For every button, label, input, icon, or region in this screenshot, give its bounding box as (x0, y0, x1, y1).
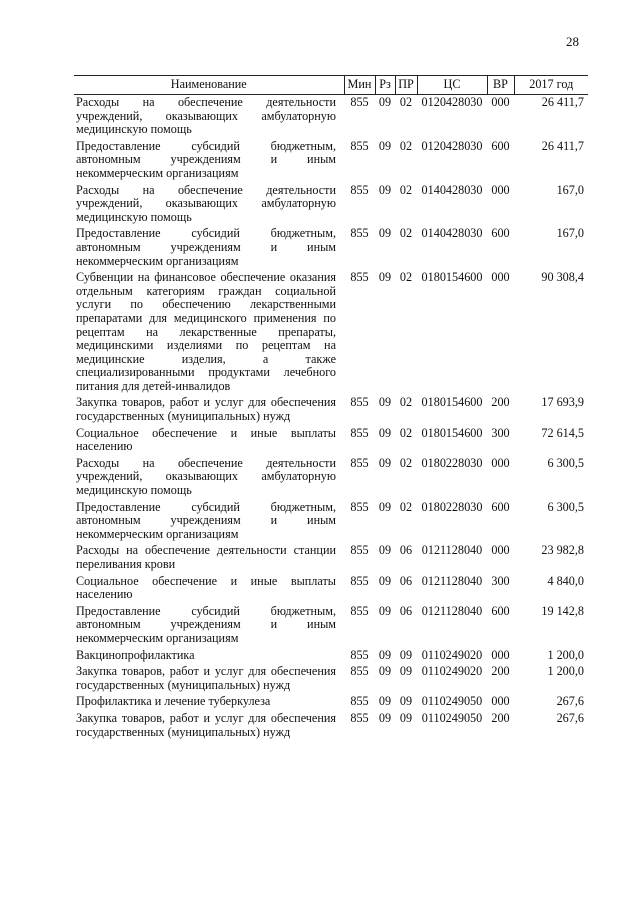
cell-cs: 0121128040 (421, 573, 483, 588)
cell-vr: 000 (491, 455, 510, 470)
cell-min: 855 (350, 138, 369, 153)
cell-cs: 0121128040 (421, 543, 483, 558)
cell-rz: 09 (378, 455, 392, 470)
table-row (74, 456, 588, 500)
cell-name: Закупка товаров, работ и услуг для обеспечения государственных (муниципальных) нужд (76, 395, 336, 424)
cell-name: Закупка товаров, работ и услуг для обеспечения государственных (муниципальных) нужд (76, 710, 336, 739)
cell-rz: 09 (378, 694, 392, 709)
table-row (74, 95, 588, 139)
cell-pr: 02 (399, 138, 413, 153)
cell-pr: 02 (399, 499, 413, 514)
cell-min: 855 (350, 425, 369, 440)
cell-rz: 09 (378, 499, 392, 514)
cell-pr: 02 (399, 95, 413, 109)
cell-pr: 02 (399, 182, 413, 197)
cell-vr: 600 (491, 603, 510, 618)
header-vr: ВР (487, 76, 514, 95)
cell-rz: 09 (378, 664, 392, 679)
cell-name: Предоставление субсидий бюджетным, автономным учреждениям и иным некоммерческим организациям (76, 138, 336, 180)
cell-cs: 0110249020 (421, 664, 483, 679)
cell-cs: 0120428030 (421, 138, 483, 153)
cell-amount: 17 693,9 (541, 395, 584, 410)
table-row (74, 183, 588, 227)
cell-rz: 09 (378, 425, 392, 440)
table-row (74, 543, 588, 573)
cell-pr: 02 (399, 226, 413, 241)
table-header (74, 76, 588, 95)
cell-vr: 200 (491, 395, 510, 410)
cell-pr: 09 (399, 647, 413, 662)
page-number: 28 (566, 34, 579, 49)
cell-pr: 02 (399, 395, 413, 410)
cell-cs: 0110249020 (421, 647, 483, 662)
table-row (74, 574, 588, 604)
cell-amount: 72 614,5 (541, 425, 584, 440)
cell-name: Социальное обеспечение и иные выплаты населению (76, 425, 336, 454)
cell-pr: 06 (399, 573, 413, 588)
table-row (74, 711, 588, 741)
cell-amount: 23 982,8 (541, 543, 584, 558)
header-year: 2017 год (514, 76, 588, 95)
table-row (74, 694, 588, 711)
cell-pr: 02 (399, 425, 413, 440)
cell-name: Закупка товаров, работ и услуг для обеспечения государственных (муниципальных) нужд (76, 664, 336, 692)
cell-vr: 000 (491, 647, 510, 662)
cell-cs: 0180154600 (421, 270, 483, 285)
cell-pr: 06 (399, 543, 413, 558)
cell-min: 855 (350, 270, 369, 285)
cell-min: 855 (350, 647, 369, 662)
cell-pr: 06 (399, 603, 413, 618)
cell-cs: 0180154600 (421, 395, 483, 410)
cell-min: 855 (350, 499, 369, 514)
header-pr: ПР (395, 76, 417, 95)
header-name: Наименование (74, 76, 344, 95)
cell-cs: 0110249050 (421, 694, 483, 709)
cell-cs: 0180228030 (421, 499, 483, 514)
cell-min: 855 (350, 455, 369, 470)
cell-vr: 200 (491, 664, 510, 679)
cell-rz: 09 (378, 543, 392, 558)
cell-vr: 600 (491, 499, 510, 514)
cell-min: 855 (350, 664, 369, 679)
cell-cs: 0120428030 (421, 95, 483, 109)
cell-amount: 1 200,0 (547, 647, 584, 662)
cell-min: 855 (350, 710, 369, 725)
table-row (74, 139, 588, 183)
cell-name: Профилактика и лечение туберкулеза (76, 694, 271, 709)
cell-amount: 4 840,0 (547, 573, 584, 588)
budget-table (74, 75, 588, 741)
cell-amount: 26 411,7 (541, 95, 584, 109)
cell-amount: 90 308,4 (541, 270, 584, 285)
cell-name: Вакцинопрофилактика (76, 647, 195, 662)
cell-amount: 26 411,7 (541, 138, 584, 153)
cell-cs: 0110249050 (421, 710, 483, 725)
cell-cs: 0121128040 (421, 603, 483, 618)
cell-name: Предоставление субсидий бюджетным, автономным учреждениям и иным некоммерческим организациям (76, 603, 336, 645)
cell-rz: 09 (378, 395, 392, 410)
cell-amount: 6 300,5 (547, 499, 584, 514)
cell-rz: 09 (378, 182, 392, 197)
cell-min: 855 (350, 694, 369, 709)
cell-amount: 167,0 (556, 182, 584, 197)
cell-rz: 09 (378, 573, 392, 588)
table-row (74, 604, 588, 648)
cell-min: 855 (350, 182, 369, 197)
cell-min: 855 (350, 603, 369, 618)
table-row (74, 395, 588, 425)
cell-name: Предоставление субсидий бюджетным, автономным учреждениям и иным некоммерческим организациям (76, 499, 336, 541)
cell-name: Субвенции на финансовое обеспечение оказания отдельным категориям граждан социальной услуги по обеспечению лекарственными препаратами для медицинского применения по рецептам на лекарственные препараты, медицинскими изделиями по рецептам на медицинские изделия, а также специализированными продуктами лечебного питания для детей-инвалидов (76, 270, 336, 393)
cell-cs: 0140428030 (421, 226, 483, 241)
cell-rz: 09 (378, 270, 392, 285)
cell-rz: 09 (378, 710, 392, 725)
header-cs: ЦС (417, 76, 487, 95)
cell-rz: 09 (378, 647, 392, 662)
table-row (74, 648, 588, 665)
cell-pr: 09 (399, 694, 413, 709)
table-row (74, 270, 588, 395)
cell-name: Предоставление субсидий бюджетным, автономным учреждениям и иным некоммерческим организациям (76, 226, 336, 268)
cell-rz: 09 (378, 226, 392, 241)
cell-amount: 19 142,8 (541, 603, 584, 618)
cell-vr: 000 (491, 182, 510, 197)
cell-pr: 09 (399, 664, 413, 679)
cell-cs: 0140428030 (421, 182, 483, 197)
cell-name: Социальное обеспечение и иные выплаты населению (76, 573, 336, 602)
cell-amount: 267,6 (556, 694, 584, 709)
cell-vr: 200 (491, 710, 510, 725)
cell-amount: 167,0 (556, 226, 584, 241)
cell-rz: 09 (378, 95, 392, 109)
cell-min: 855 (350, 543, 369, 558)
cell-vr: 600 (491, 226, 510, 241)
cell-rz: 09 (378, 138, 392, 153)
cell-vr: 000 (491, 270, 510, 285)
cell-vr: 600 (491, 138, 510, 153)
header-min: Мин (344, 76, 375, 95)
cell-name: Расходы на обеспечение деятельности учреждений, оказывающих амбулаторную медицинскую помощь (76, 95, 336, 137)
cell-rz: 09 (378, 603, 392, 618)
cell-min: 855 (350, 573, 369, 588)
cell-name: Расходы на обеспечение деятельности учреждений, оказывающих амбулаторную медицинскую помощь (76, 455, 336, 498)
table-row (74, 500, 588, 544)
cell-pr: 09 (399, 710, 413, 725)
cell-min: 855 (350, 226, 369, 241)
cell-pr: 02 (399, 270, 413, 285)
cell-amount: 267,6 (556, 710, 584, 725)
cell-amount: 1 200,0 (547, 664, 584, 679)
cell-min: 855 (350, 395, 369, 410)
cell-cs: 0180228030 (421, 455, 483, 470)
cell-amount: 6 300,5 (547, 455, 584, 470)
cell-min: 855 (350, 95, 369, 109)
table-row (74, 426, 588, 456)
cell-pr: 02 (399, 455, 413, 470)
header-rz: Рз (375, 76, 395, 95)
table-row (74, 226, 588, 270)
cell-name: Расходы на обеспечение деятельности станции переливания крови (76, 543, 336, 571)
cell-vr: 300 (491, 425, 510, 440)
cell-name: Расходы на обеспечение деятельности учреждений, оказывающих амбулаторную медицинскую помощь (76, 182, 336, 224)
cell-vr: 000 (491, 95, 510, 109)
cell-vr: 000 (491, 694, 510, 709)
table-body (74, 95, 588, 742)
table-row (74, 664, 588, 694)
cell-cs: 0180154600 (421, 425, 483, 440)
cell-vr: 300 (491, 573, 510, 588)
cell-vr: 000 (491, 543, 510, 558)
